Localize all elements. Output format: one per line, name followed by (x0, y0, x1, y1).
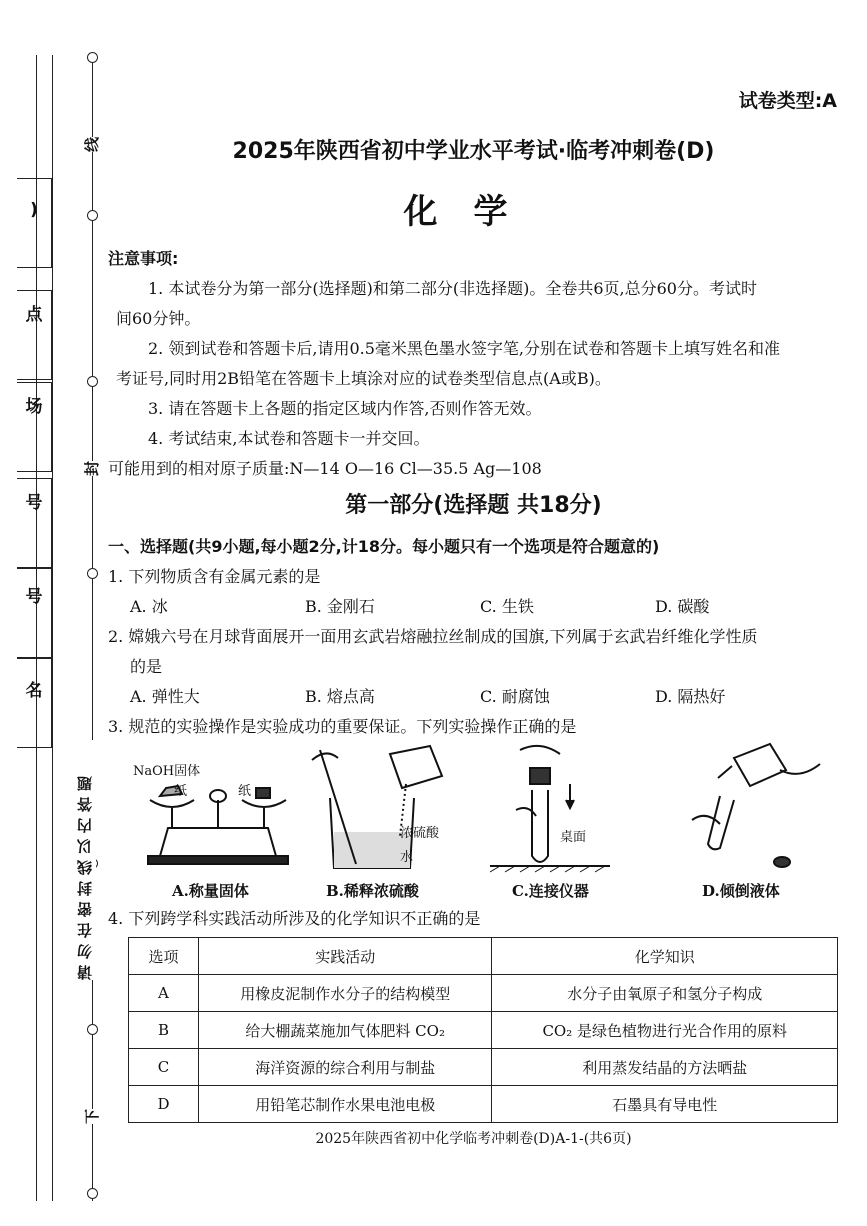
binding-line (52, 55, 53, 1201)
notice-item: 2. 领到试卷和答题卡后,请用0.5毫米黑色墨水签字笔,分别在试卷和答题卡上填写姓名和准 (148, 339, 780, 358)
table-cell: D (129, 1086, 199, 1123)
table-cell: A (129, 975, 199, 1012)
notice-item: 考证号,同时用2B铅笔在答题卡上填涂对应的试卷类型信息点(A或B)。 (116, 369, 611, 388)
q1-option: A. 冰 (130, 597, 168, 616)
table-row (129, 975, 838, 1012)
q3-stem: 3. 规范的实验操作是实验成功的重要保证。下列实验操作正确的是 (108, 717, 577, 736)
info-label: ) (30, 200, 38, 220)
q3-caption-a: A.称量固体 (172, 882, 249, 900)
table-cell: 给大棚蔬菜施加气体肥料 CO₂ (198, 1012, 492, 1049)
seal-mark-bottom: 下 (83, 1108, 102, 1125)
fig-label-desk: 桌面 (560, 830, 587, 845)
connect-figure (490, 746, 610, 872)
q3-caption-c: C.连接仪器 (512, 882, 589, 900)
questions-block (108, 532, 839, 742)
q1-option: B. 金刚石 (305, 597, 375, 616)
notice-heading: 注意事项: (108, 249, 179, 268)
paper-title: 2025年陕西省初中学业水平考试·临考冲刺卷(D) (232, 139, 715, 164)
balance-figure (148, 786, 288, 864)
dilution-figure (312, 746, 442, 868)
q2-option: D. 隔热好 (655, 687, 726, 706)
notice-item: 间60分钟。 (116, 309, 201, 328)
fig-label-paper: 纸 (238, 784, 252, 799)
info-label: 号 (25, 587, 43, 607)
q2-stem: 2. 嫦娥六号在月球背面展开一面用玄武岩熔融拉丝制成的国旗,下列属于玄武岩纤维化学性质 (108, 627, 758, 646)
q1-options (108, 592, 839, 622)
q2-options (108, 682, 839, 712)
table-cell: 利用蒸发结晶的方法晒盐 (492, 1049, 838, 1086)
seal-hole (87, 210, 98, 221)
seal-hole (87, 1024, 98, 1035)
fig-label-naoh: NaOH固体 (133, 764, 201, 779)
table-header-row (129, 938, 838, 975)
q2-option: B. 熔点高 (305, 687, 375, 706)
table-cell: CO₂ 是绿色植物进行光合作用的原料 (492, 1012, 838, 1049)
table-cell: B (129, 1012, 199, 1049)
notice-item: 1. 本试卷分为第一部分(选择题)和第二部分(非选择题)。全卷共6页,总分60分。考试时 (148, 279, 757, 298)
info-label: 点 (25, 305, 43, 325)
seal-hole (87, 52, 98, 63)
fig-label-paper: 纸 (174, 784, 188, 799)
q1-option: D. 碳酸 (655, 597, 710, 616)
table-cell: 水分子由氧原子和氢分子构成 (492, 975, 838, 1012)
part1-intro: 一、选择题(共9小题,每小题2分,计18分。每小题只有一个选项是符合题意的) (108, 537, 660, 556)
info-box (17, 658, 52, 748)
atomic-masses: 可能用到的相对原子质量:N—14 O—16 Cl—35.5 Ag—108 (108, 459, 542, 478)
info-box (17, 178, 52, 268)
notice-item: 3. 请在答题卡上各题的指定区域内作答,否则作答无效。 (148, 399, 542, 418)
seal-hole (87, 568, 98, 579)
table-cell: 海洋资源的综合利用与制盐 (198, 1049, 492, 1086)
table-cell: C (129, 1049, 199, 1086)
table-row (129, 1086, 838, 1123)
table-header: 选项 (129, 938, 199, 975)
notice-block (108, 244, 839, 484)
seal-hole (87, 376, 98, 387)
page-footer: 2025年陕西省初中化学临考冲刺卷(D)A-1-(共6页) (315, 1131, 632, 1147)
q1-stem: 1. 下列物质含有金属元素的是 (108, 567, 321, 586)
q3-caption-d: D.倾倒液体 (702, 882, 780, 900)
subject-title: 化学 (403, 192, 544, 232)
q1-option: C. 生铁 (480, 597, 534, 616)
info-label: 号 (25, 493, 43, 513)
paper-type: 试卷类型:A (738, 90, 837, 112)
notice-item: 4. 考试结束,本试卷和答题卡一并交回。 (148, 429, 430, 448)
fig-label-water: 水 (400, 850, 414, 865)
q2-stem-cont: 的是 (130, 657, 163, 676)
part1-title: 第一部分(选择题 共18分) (345, 493, 602, 518)
q2-option: A. 弹性大 (130, 687, 200, 706)
q2-option: C. 耐腐蚀 (480, 687, 550, 706)
table-header: 化学知识 (492, 938, 838, 975)
seal-note: 请勿在密封线以内答题 (74, 740, 96, 980)
q4-table (128, 937, 838, 1123)
info-label: 场 (25, 397, 43, 417)
pouring-figure (692, 744, 820, 867)
q3-figures (120, 740, 840, 875)
q3-caption-b: B.稀释浓硫酸 (326, 882, 419, 900)
seal-hole (87, 1188, 98, 1199)
table-row (129, 1049, 838, 1086)
seal-mark-mid: 封 (83, 460, 102, 477)
table-cell: 用橡皮泥制作水分子的结构模型 (198, 975, 492, 1012)
fig-label-acid: 浓硫酸 (400, 826, 440, 841)
info-label: 名 (25, 681, 43, 701)
table-cell: 石墨具有导电性 (492, 1086, 838, 1123)
table-row (129, 1012, 838, 1049)
seal-mark-top: 线 (83, 136, 102, 153)
table-header: 实践活动 (198, 938, 492, 975)
q4-stem: 4. 下列跨学科实践活动所涉及的化学知识不正确的是 (108, 909, 481, 928)
table-cell: 用铅笔芯制作水果电池电极 (198, 1086, 492, 1123)
